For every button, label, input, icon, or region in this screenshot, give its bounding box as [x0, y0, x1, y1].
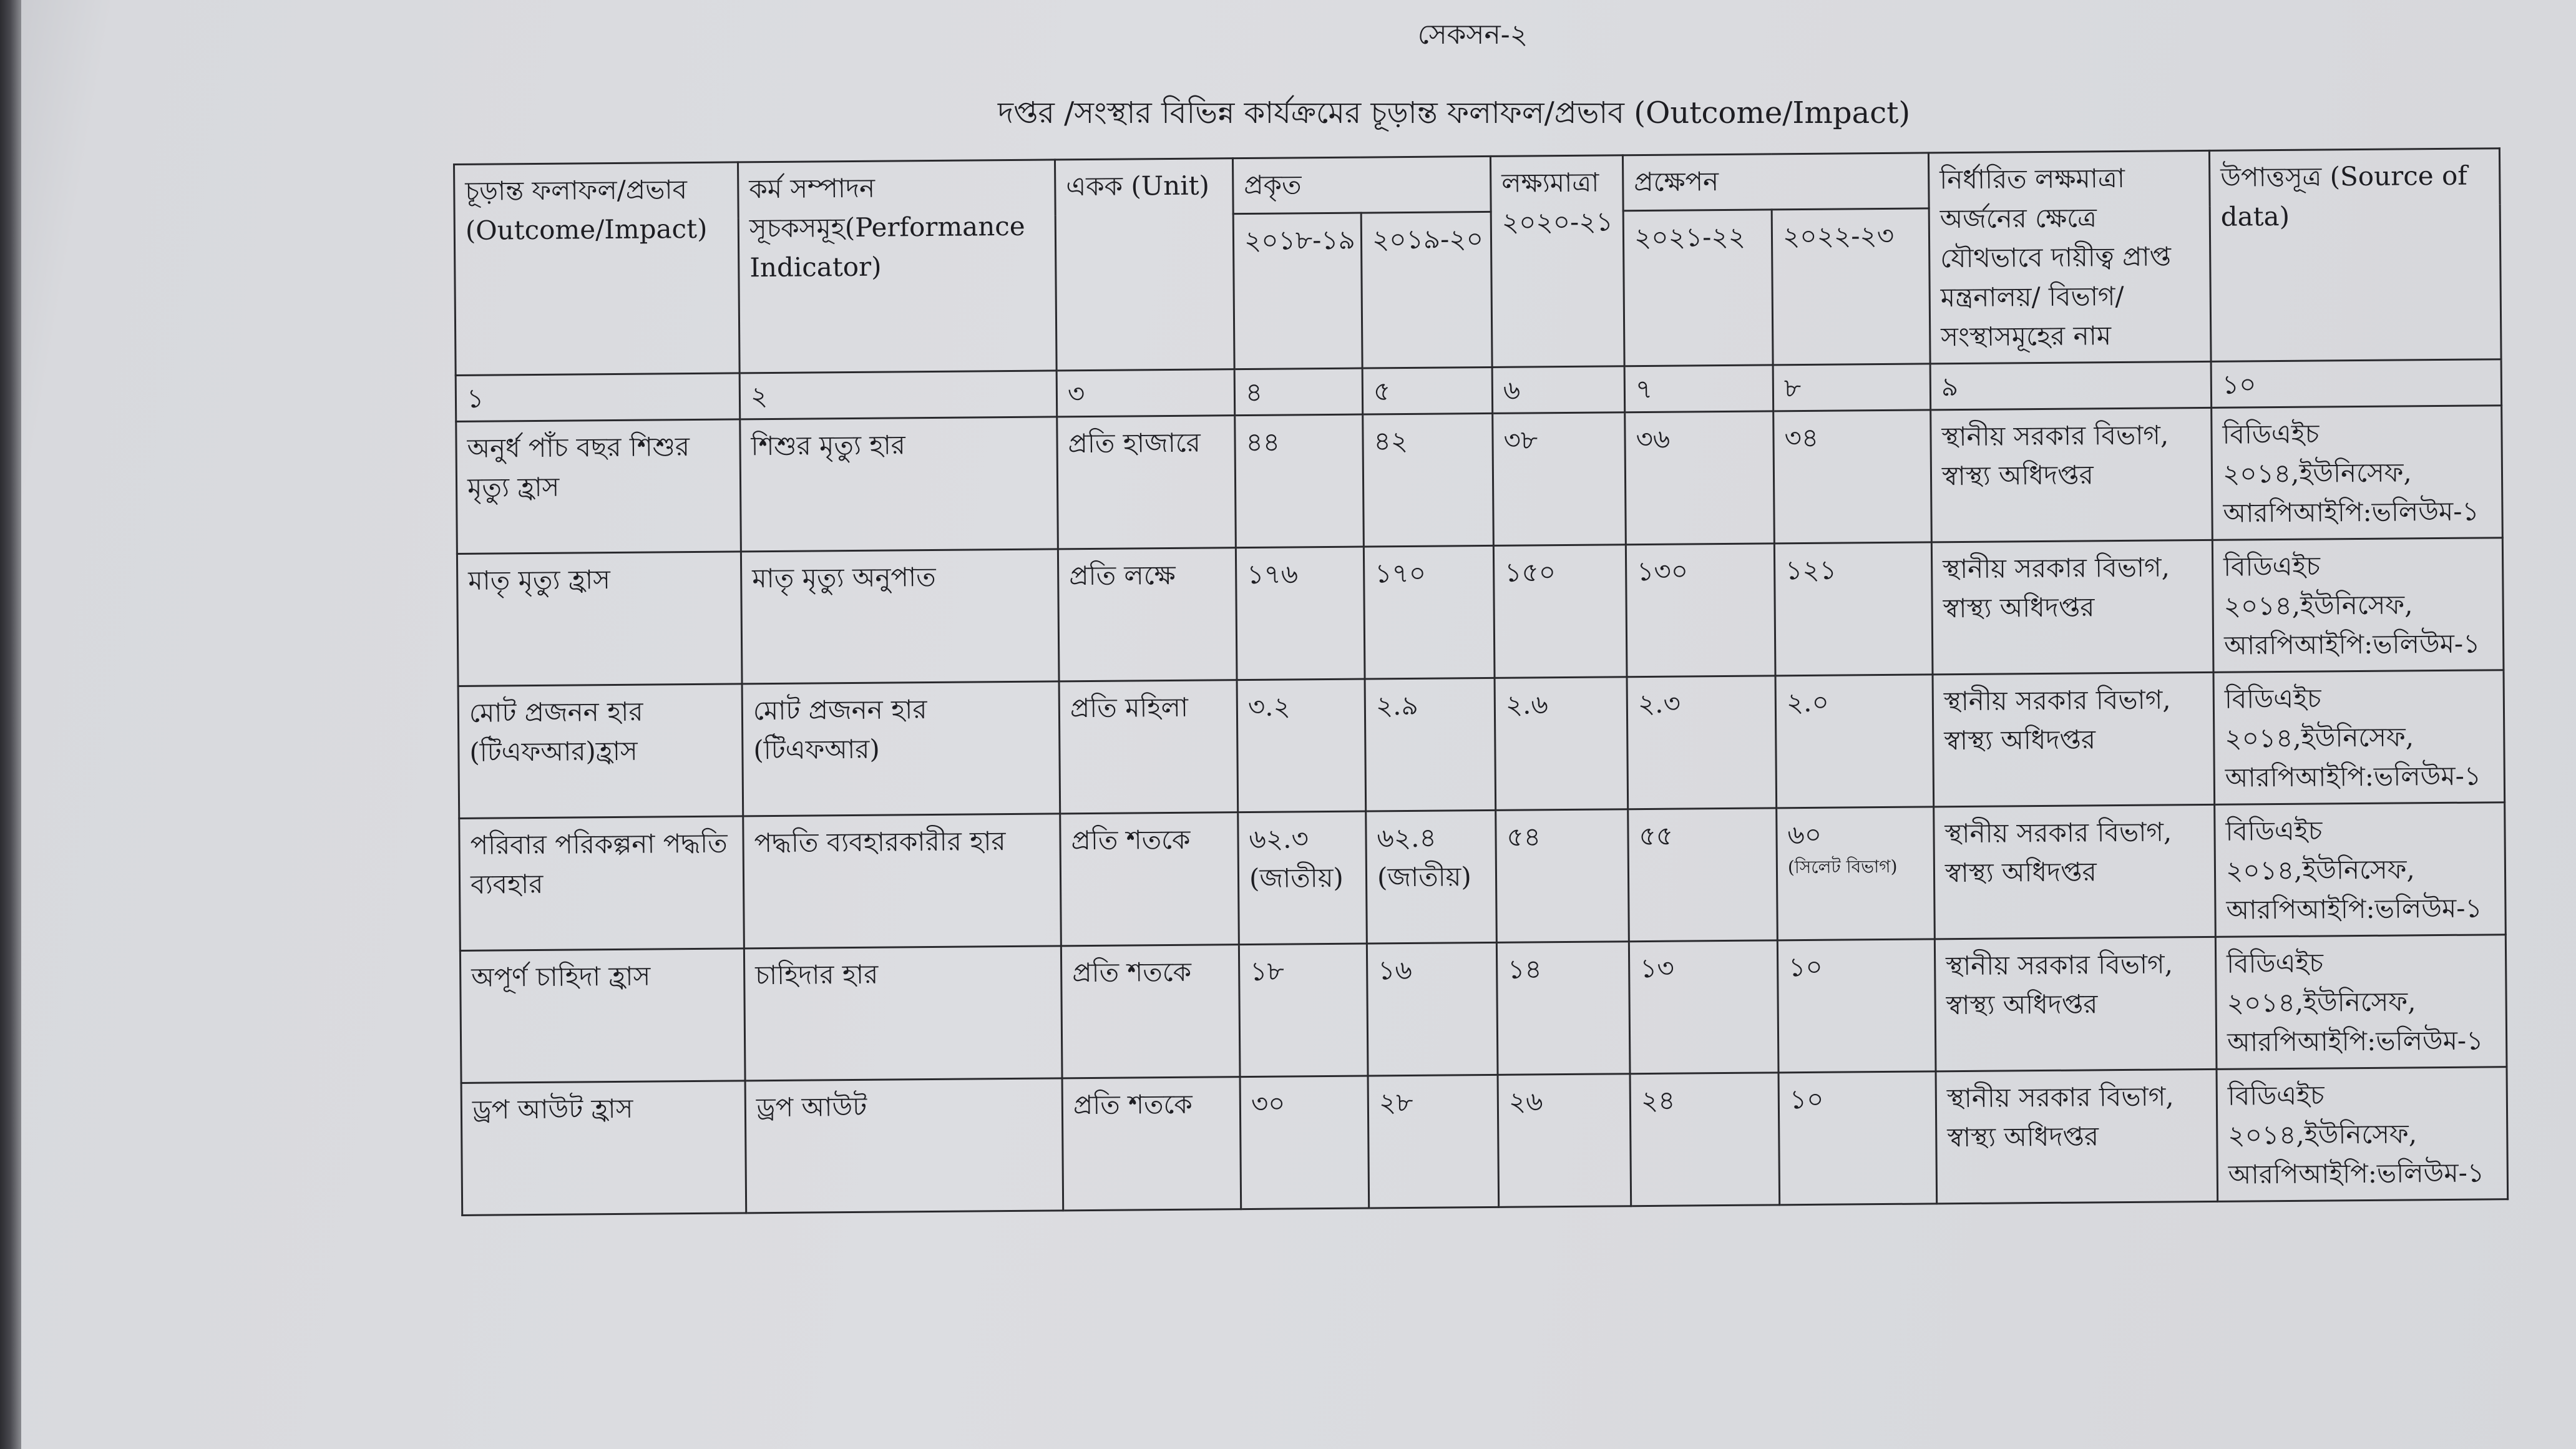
cell-outcome: পরিবার পরিকল্পনা পদ্ধতি ব্যবহার — [459, 816, 744, 951]
cell-unit: প্রতি শতকে — [1062, 1077, 1241, 1211]
header-actual: প্রকৃত — [1232, 156, 1491, 213]
cell-outcome: অপূর্ণ চাহিদা হ্রাস — [460, 949, 745, 1083]
outcome-impact-table — [453, 147, 2509, 1216]
cell-responsible: স্থানীয় সরকার বিভাগ, স্বাস্থ্য অধিদপ্তর — [1934, 937, 2217, 1071]
column-number: ৬ — [1492, 366, 1625, 414]
cell-target-2020-21: ২.৬ — [1495, 677, 1628, 811]
cell-source: বিডিএইচ ২০১৪,ইউনিসেফ, আরপিআইপি:ভলিউম-১ — [2212, 406, 2503, 540]
cell-target-2020-21: ৩৮ — [1493, 412, 1626, 546]
cell-source: বিডিএইচ ২০১৪,ইউনিসেফ, আরপিআইপি:ভলিউম-১ — [2217, 1067, 2508, 1202]
column-number: ৮ — [1773, 364, 1931, 411]
cell-projection-2021-22: ১৩০ — [1626, 544, 1775, 677]
header-source: উপাত্তসূত্র (Source of data) — [2209, 149, 2501, 362]
cell-source: বিডিএইচ ২০১৪,ইউনিসেফ, আরপিআইপি:ভলিউম-১ — [2212, 538, 2504, 673]
cell-projection-2022-23-wrapper — [1777, 807, 1935, 940]
table-row — [458, 670, 2505, 819]
cell-responsible: স্থানীয় সরকার বিভাগ, স্বাস্থ্য অধিদপ্তর — [1936, 1069, 2218, 1204]
header-projection-year-2: ২০২২-২৩ — [1772, 208, 1930, 365]
cell-projection-2021-22: ৩৬ — [1625, 411, 1775, 545]
cell-target-2020-21: ৫৪ — [1496, 809, 1629, 943]
table-row — [456, 406, 2503, 554]
cell-actual-2019-20: ৪২ — [1363, 413, 1494, 547]
cell-actual-2019-20: ৬২.৪ (জাতীয়) — [1366, 810, 1497, 944]
cell-source: বিডিএইচ ২০১৪,ইউনিসেফ, আরপিআইপি:ভলিউম-১ — [2215, 935, 2507, 1070]
cell-actual-2018-19: ৪৪ — [1235, 414, 1364, 548]
cell-actual-2019-20: ২.৯ — [1365, 678, 1496, 811]
column-number: ১০ — [2211, 359, 2502, 408]
cell-source: বিডিএইচ ২০১৪,ইউনিসেফ, আরপিআইপি:ভলিউম-১ — [2215, 803, 2506, 937]
cell-outcome: অনুর্ধ পাঁচ বছর শিশুর মৃত্যু হ্রাস — [456, 419, 741, 554]
cell-unit: প্রতি হাজারে — [1057, 416, 1236, 549]
header-actual-year-2: ২০১৯-২০ — [1361, 212, 1492, 368]
cell-projection-2021-22: ২.৩ — [1627, 676, 1777, 809]
header-target: লক্ষ্যমাত্রা ২০২০-২১ — [1490, 155, 1624, 368]
cell-projection-2021-22: ১৩ — [1629, 940, 1778, 1074]
cell-unit: প্রতি শতকে — [1060, 812, 1239, 946]
cell-actual-2019-20: ১৭০ — [1364, 545, 1495, 679]
cell-projection-2022-23: ১০ — [1777, 939, 1936, 1073]
cell-indicator: মাতৃ মৃত্যু অনুপাত — [741, 549, 1059, 684]
page-binding-edge — [0, 0, 21, 1449]
column-number: ১ — [456, 373, 740, 422]
cell-projection-2021-22: ৫৫ — [1628, 808, 1778, 942]
cell-target-2020-21: ২৬ — [1498, 1074, 1631, 1208]
cell-actual-2019-20: ২৮ — [1368, 1075, 1499, 1208]
page-heading: দপ্তর /সংস্থার বিভিন্ন কার্যক্রমের চূড়ান্ত ফলাফল/প্রভাব (Outcome/Impact) — [997, 95, 1911, 130]
cell-projection-2022-23: ৩৪ — [1773, 410, 1932, 544]
cell-outcome: মোট প্রজনন হার (টিএফআর)হ্রাস — [458, 684, 743, 819]
header-actual-year-1: ২০১৮-১৯ — [1233, 213, 1362, 369]
cell-actual-2018-19: ৩০ — [1240, 1076, 1369, 1209]
header-unit: একক (Unit) — [1055, 159, 1234, 371]
column-number: ৫ — [1362, 367, 1493, 414]
cell-projection-2021-22: ২৪ — [1630, 1073, 1780, 1206]
cell-projection-2022-23: ১০ — [1778, 1071, 1937, 1205]
cell-source: বিডিএইচ ২০১৪,ইউনিসেফ, আরপিআইপি:ভলিউম-১ — [2213, 670, 2505, 805]
column-number: ৪ — [1234, 368, 1363, 416]
column-number: ২ — [739, 371, 1057, 419]
cell-outcome: মাতৃ মৃত্যু হ্রাস — [457, 552, 742, 686]
cell-unit: প্রতি মহিলা — [1059, 680, 1238, 814]
cell-responsible: স্থানীয় সরকার বিভাগ, স্বাস্থ্য অধিদপ্তর — [1931, 407, 2213, 542]
cell-responsible: স্থানীয় সরকার বিভাগ, স্বাস্থ্য অধিদপ্তর — [1931, 540, 2213, 675]
cell-projection-2022-23: ৬০ — [1787, 819, 1822, 851]
cell-projection-2022-23: ২.০ — [1775, 675, 1934, 808]
header-projection-year-1: ২০২১-২২ — [1623, 210, 1773, 366]
cell-actual-2018-19: ১৭৬ — [1236, 547, 1365, 680]
cell-indicator: পদ্ধতি ব্যবহারকারীর হার — [743, 814, 1061, 949]
cell-indicator: চাহিদার হার — [744, 946, 1062, 1081]
cell-actual-2018-19: ১৮ — [1239, 944, 1368, 1077]
table-row — [461, 1067, 2508, 1216]
header-projection: প্রক্ষেপন — [1622, 153, 1929, 211]
cell-actual-2018-19: ৩.২ — [1237, 679, 1366, 812]
table-row — [459, 803, 2506, 951]
cell-responsible: স্থানীয় সরকার বিভাগ, স্বাস্থ্য অধিদপ্তর — [1933, 672, 2215, 807]
cell-indicator: শিশুর মৃত্যু হার — [740, 417, 1058, 552]
column-number: ৭ — [1624, 365, 1773, 412]
column-number: ৯ — [1930, 361, 2212, 410]
column-number: ৩ — [1056, 369, 1235, 417]
header-responsible: নির্ধারিত লক্ষমাত্রা অর্জনের ক্ষেত্রে যৌথভাবে দায়ীত্ব প্রাপ্ত মন্ত্রনালয়/ বিভাগ/ সংস্থাসমূহের নাম — [1928, 150, 2211, 364]
cell-target-2020-21: ১৫০ — [1493, 545, 1627, 678]
header-outcome: চূড়ান্ত ফলাফল/প্রভাব (Outcome/Impact) — [454, 162, 740, 376]
section-label: সেকসন-২ — [1417, 19, 1528, 51]
cell-outcome: ড্রপ আউট হ্রাস — [461, 1081, 746, 1216]
cell-actual-2019-20: ১৬ — [1367, 942, 1498, 1076]
cell-projection-2022-23-note: (সিলেট বিভাগ) — [1787, 856, 1898, 878]
table-row — [460, 935, 2507, 1083]
cell-actual-2018-19: ৬২.৩ (জাতীয়) — [1238, 811, 1367, 945]
cell-indicator: মোট প্রজনন হার (টিএফআর) — [742, 681, 1060, 816]
table-header-row — [454, 149, 2500, 220]
cell-unit: প্রতি শতকে — [1061, 945, 1240, 1078]
cell-indicator: ড্রপ আউট — [745, 1078, 1063, 1213]
cell-projection-2022-23: ১২১ — [1774, 542, 1933, 676]
table-row — [457, 538, 2504, 686]
cell-target-2020-21: ১৪ — [1496, 942, 1630, 1075]
cell-responsible: স্থানীয় সরকার বিভাগ, স্বাস্থ্য অধিদপ্তর — [1934, 804, 2216, 939]
header-indicator: কর্ম সম্পাদন সূচকসমূহ(Performance Indicator) — [738, 160, 1056, 373]
cell-unit: প্রতি লক্ষে — [1058, 548, 1237, 681]
